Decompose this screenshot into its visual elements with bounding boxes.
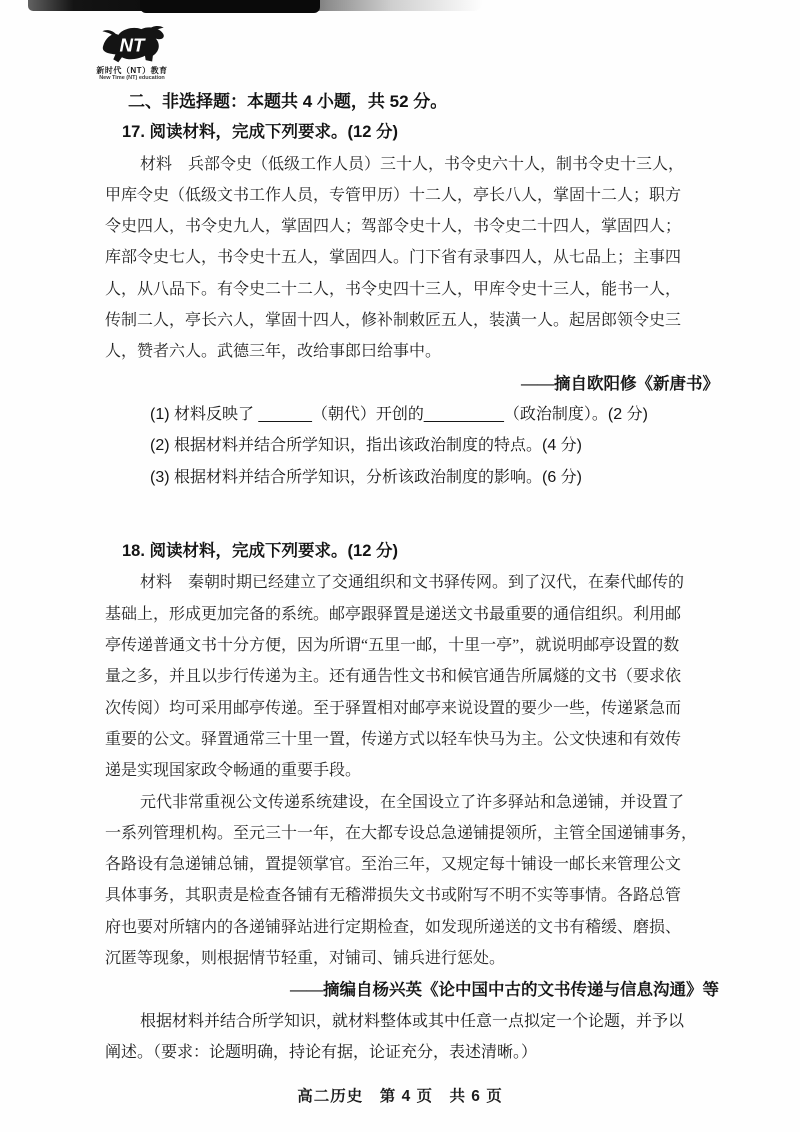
q18-material-line: 府也要对所辖内的各递铺驿站进行定期检查，如发现所递送的文书有稽缓、磨损、	[105, 918, 682, 936]
q17-subquestion-2: (2) 根据材料并结合所学知识，指出该政治制度的特点。(4 分)	[150, 437, 583, 455]
q17-material-line: 人，从八品下。有令史二十二人，书令史四十三人，甲库令史十三人，能书一人，	[105, 280, 682, 298]
q18-material-line: 一系列管理机构。至元三十一年，在大都专设总急递铺提领所，主管全国递铺事务，	[105, 824, 698, 842]
q18-source-attribution: ——摘编自杨兴英《论中国中古的文书传递与信息沟通》等	[290, 980, 719, 1000]
q17-material-line: 材料 兵部令史（低级工作人员）三十人，书令史六十人，制书令史十三人，	[140, 155, 685, 173]
section-header: 二、非选择题：本题共 4 小题，共 52 分。	[128, 92, 448, 111]
q18-material-line: 具体事务，其职责是检查各铺有无稽滞损失文书或附写不明不实等事情。各路总管	[105, 887, 682, 905]
q18-material-line: 重要的公文。驿置通常三十里一置，传递方式以轻车快马为主。公文快速和有效传	[105, 730, 682, 748]
bull-logo-icon	[96, 24, 168, 66]
scan-artifact	[28, 0, 483, 11]
exam-content	[105, 86, 719, 1068]
q18-material-line: 递是实现国家政令畅通的重要手段。	[105, 762, 362, 780]
q18-material-line: 各路设有急递铺总铺，置提领掌官。至治三年，又规定每十铺设一邮长来管理公文	[105, 856, 682, 874]
q18-title: 18. 阅读材料，完成下列要求。(12 分)	[122, 542, 398, 561]
q18-material-line: 亭传递普通文书十分方便，因为所谓“五里一邮，十里一亭”，就说明邮亭设置的数	[105, 637, 680, 655]
q17-subquestion-1: (1) 材料反映了 ______（朝代）开创的_________（政治制度）。(2 分)	[150, 405, 648, 423]
q17-title: 17. 阅读材料，完成下列要求。(12 分)	[122, 123, 398, 142]
q18-material-line: 基础上，形成更加完备的系统。邮亭跟驿置是递送文书最重要的通信组织。利用邮	[105, 605, 682, 623]
q17-source-attribution: ——摘自欧阳修《新唐书》	[521, 373, 719, 393]
q18-task-line: 阐述。（要求：论题明确，持论有据，论证充分，表述清晰。）	[105, 1043, 538, 1061]
page-footer: 高二历史 第 4 页 共 6 页	[297, 1088, 503, 1105]
q17-material-line: 传制二人，亭长六人，掌固十四人，修补制敕匠五人，装潢一人。起居郎领令史三	[105, 312, 682, 330]
q18-material-line: 量之多，并且以步行传递为主。还有通告性文书和候官通告所属燧的文书（要求依	[105, 668, 682, 686]
q17-material-line: 甲库令史（低级文书工作人员，专管甲历）十二人，亭长八人，掌固十二人；职方	[105, 186, 682, 204]
q17-material-line: 库部令史七人，书令史十五人，掌固四人。门下省有录事四人，从七品上；主事四	[105, 249, 682, 267]
logo-name-cn: 新时代（NT）教育	[96, 66, 168, 75]
q17-subquestion-3: (3) 根据材料并结合所学知识，分析该政治制度的影响。(6 分)	[150, 468, 583, 486]
logo-monogram: NT	[119, 34, 145, 56]
brand-logo	[90, 24, 174, 82]
q17-material-line: 人，赞者六人。武德三年，改给事郎曰给事中。	[105, 343, 442, 361]
logo-name-en: New Time (NT) education	[99, 75, 165, 81]
q18-material-line: 次传阅）均可采用邮亭传递。至于驿置相对邮亭来说设置的要少一些，传递紧急而	[105, 699, 682, 717]
q18-task-line: 根据材料并结合所学知识，就材料整体或其中任意一点拟定一个论题，并予以	[140, 1012, 685, 1030]
q18-material-line: 沉匿等现象，则根据情节轻重，对铺司、铺兵进行惩处。	[105, 950, 506, 968]
q17-material-line: 令史四人，书令史九人，掌固四人；驾部令史十人，书令史二十四人，掌固四人；	[105, 218, 682, 236]
q18-material-line: 材料 秦朝时期已经建立了交通组织和文书驿传网。到了汉代，在秦代邮传的	[140, 574, 685, 592]
q18-material-line: 元代非常重视公文传递系统建设，在全国设立了许多驿站和急递铺，并设置了	[140, 793, 685, 811]
